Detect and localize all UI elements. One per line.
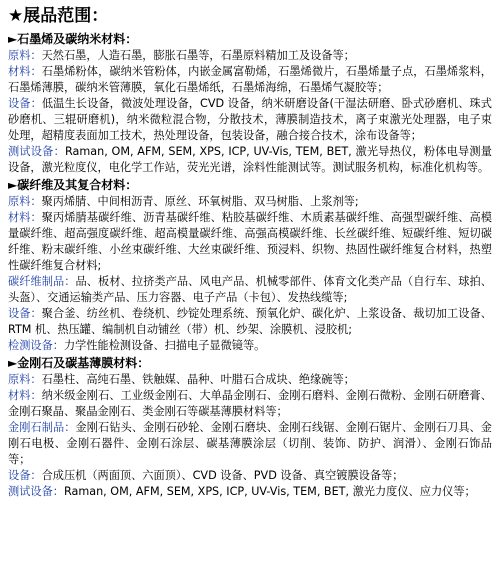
item-raw-materials [8,48,492,64]
item-label: 金刚石制品： [8,421,76,434]
item-text: 低温生长设备，微波处理设备，CVD 设备，纳米研磨设备(干湿法研磨、卧式砂磨机、珠式砂磨机、三辊研磨机)，纳米微粒混合物，分散技术，薄膜制造技术，离子束激光处理器，电子束处理，超精度表面加工技术，热处理设备，包装设备，融合接合技术，涂布设备等； [8,97,492,142]
item-label: 设备： [8,469,42,482]
item-text: 聚丙烯腈、中间相沥青、原丝、环氧树脂、双马树脂、上浆剂等; [41,195,359,208]
item-testing-equipment [8,338,492,354]
item-raw-materials [8,372,492,388]
item-text: 聚丙烯腈基碳纤维、沥青基碳纤维、粘胶基碳纤维、木质素基碳纤维、高强型碳纤维、高模量碳纤维、超高强度碳纤维、超高模量碳纤维、高强高模碳纤维、长丝碳纤维、短碳纤维、短切碳纤维、粉末碳纤维、小丝束碳纤维、大丝束碳纤维、预浸料、织物、热固性碳纤维复合材料，热塑性碳纤维复合材料; [8,211,492,272]
item-equipment [8,468,492,484]
item-label: 材料： [8,211,42,224]
item-label: 原料： [8,195,42,208]
item-text: 石墨柱、高纯石墨、铁触媒、晶种、叶腊石合成块、绝缘碗等； [41,373,355,386]
item-materials [8,64,492,96]
item-label: 设备： [8,307,42,320]
item-equipment [8,306,492,338]
item-text: 力学性能检测设备、扫描电子显微镜等。 [63,339,266,352]
item-text: 纳米级金刚石、工业级金刚石、大单晶金刚石、金刚石磨料、金刚石微粉、金刚石研磨膏、金刚石聚晶、聚晶金刚石、类金刚石等碳基薄膜材料等； [8,389,492,418]
item-text: 金刚石钻头、金刚石砂轮、金刚石磨块、金刚石线锯、金刚石锯片、金刚石刀具、金刚石电极、金刚石器件、金刚石涂层、碳基薄膜涂层（切削、装饰、防护、润滑）、金刚石饰品等； [8,421,492,466]
item-text: 石墨烯粉体，碳纳米管粉体，内嵌金属富勒烯，石墨烯微片，石墨烯量子点，石墨烯浆料，石墨烯薄膜，碳纳米管薄膜，氧化石墨烯纸，石墨烯海绵，石墨烯气凝胶等； [8,65,492,94]
item-label: 测试设备： [8,145,65,158]
page-title: ★展品范围： [8,6,109,26]
item-carbon-fiber-products [8,274,492,306]
item-text: 聚合釜、纺丝机、卷绕机、纱锭处理系统、预氧化炉、碳化炉、上浆设备、裁切加工设备、RTM 机、热压罐、编制机自动铺丝（带）机、纱架、涂膜机、浸胶机; [8,307,492,336]
item-label: 原料： [8,49,42,62]
section-graphene [8,30,492,176]
item-equipment [8,96,492,144]
section-heading: ►碳纤维及其复合材料： [8,178,138,192]
item-label: 测试设备： [8,485,64,498]
item-materials [8,388,492,420]
item-text: 品、板材、拉挤类产品、风电产品、机械零部件、体育文化类产品（自行车、球拍、头盔）、交通运输类产品、压力容器、电子产品（卡包）、发热线缆等; [8,275,492,304]
item-text: 天然石墨，人造石墨，膨胀石墨等，石墨原料精加工及设备等； [41,49,355,62]
item-raw-materials [8,194,492,210]
section-diamond [8,354,492,500]
item-label: 检测设备： [8,339,64,352]
item-text: Raman, OM, AFM, SEM, XPS, ICP, UV-Vis, TEM, BET, 激光力度仪、应力仪等； [63,485,476,498]
item-label: 原料： [8,373,42,386]
item-label: 设备： [8,97,42,110]
item-diamond-products [8,420,492,468]
item-text: 合成压机（两面顶、六面顶）、CVD 设备、PVD 设备、真空镀膜设备等； [41,469,404,482]
item-label: 碳纤维制品： [8,275,76,288]
item-testing-equipment [8,484,492,500]
item-label: 材料： [8,65,42,78]
section-heading: ►金刚石及碳基薄膜材料： [8,356,150,370]
item-text: Raman, OM, AFM, SEM, XPS, ICP, UV-Vis, TEM, BET, 激光导热仪，粉体电导测量设备，激光粒度仪，电化学工作站，荧光光谱，涂料性能测试等。测试服务机构，标准化机构等。 [8,145,492,174]
item-testing-equipment [8,144,492,176]
section-carbon-fiber [8,176,492,354]
item-label: 材料： [8,389,42,402]
item-materials [8,210,492,274]
section-heading: ►石墨烯及碳纳米材料： [8,32,138,46]
